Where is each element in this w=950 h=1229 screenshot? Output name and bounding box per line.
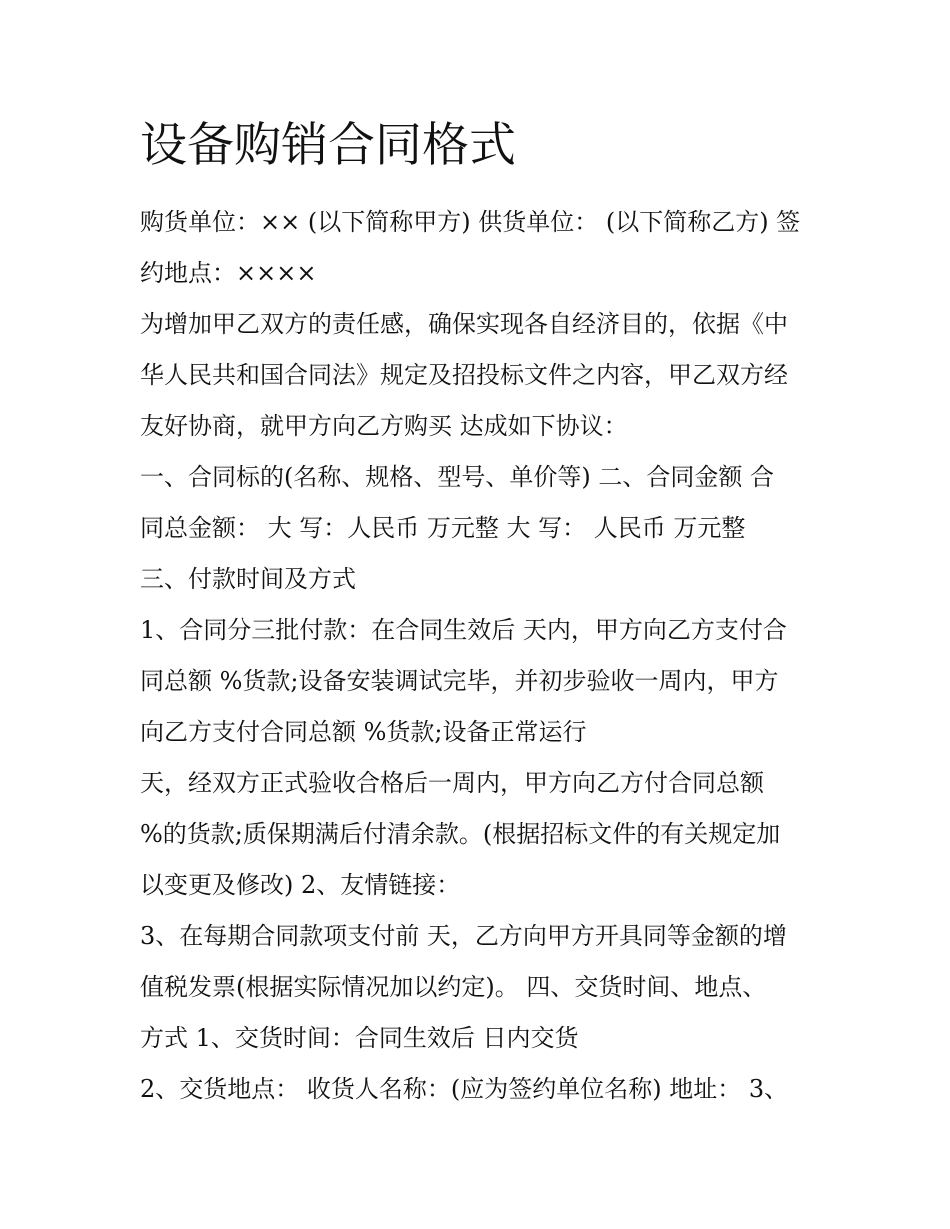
text-line-13: %的货款;质保期满后付清余款。(根据招标文件的有关规定加 (140, 820, 781, 848)
text-line-3: 为增加甲乙双方的责任感，确保实现各自经济目的，依据《中 (140, 310, 788, 338)
text-line-15: 3、在每期合同款项支付前 天，乙方向甲方开具同等金额的增 (140, 922, 787, 950)
text-line-8: 三、付款时间及方式 (140, 565, 356, 593)
text-line-10: 同总额 %货款;设备安装调试完毕，并初步验收一周内，甲方 (140, 667, 779, 695)
text-line-16: 值税发票(根据实际情况加以约定)。 四、交货时间、地点、 (140, 973, 767, 1001)
text-line-2: 约地点：×××× (140, 259, 317, 287)
text-line-11: 向乙方支付合同总额 %货款;设备正常运行 (140, 718, 587, 746)
text-line-7: 同总金额： 大 写：人民币 万元整 大 写： 人民币 万元整 (140, 514, 746, 542)
text-line-1: 购货单位：×× (以下简称甲方) 供货单位： (以下简称乙方) 签 (140, 208, 801, 236)
text-line-14: 以变更及修改) 2、友情链接： (140, 871, 461, 899)
text-line-6: 一、合同标的(名称、规格、型号、单价等) 二、合同金额 合 (140, 463, 774, 491)
text-line-9: 1、合同分三批付款：在合同生效后 天内，甲方向乙方支付合 (140, 616, 787, 644)
text-line-5: 友好协商，就甲方向乙方购买 达成如下协议： (140, 412, 628, 440)
document-title: 设备购销合同格式 (140, 118, 516, 173)
text-line-12: 天，经双方正式验收合格后一周内，甲方向乙方付合同总额 (140, 769, 764, 797)
text-line-17: 方式 1、交货时间：合同生效后 日内交货 (140, 1024, 579, 1052)
text-line-4: 华人民共和国合同法》规定及招投标文件之内容，甲乙双方经 (140, 361, 788, 389)
text-line-18: 2、交货地点： 收货人名称：(应为签约单位名称) 地址： 3、 (140, 1075, 789, 1103)
